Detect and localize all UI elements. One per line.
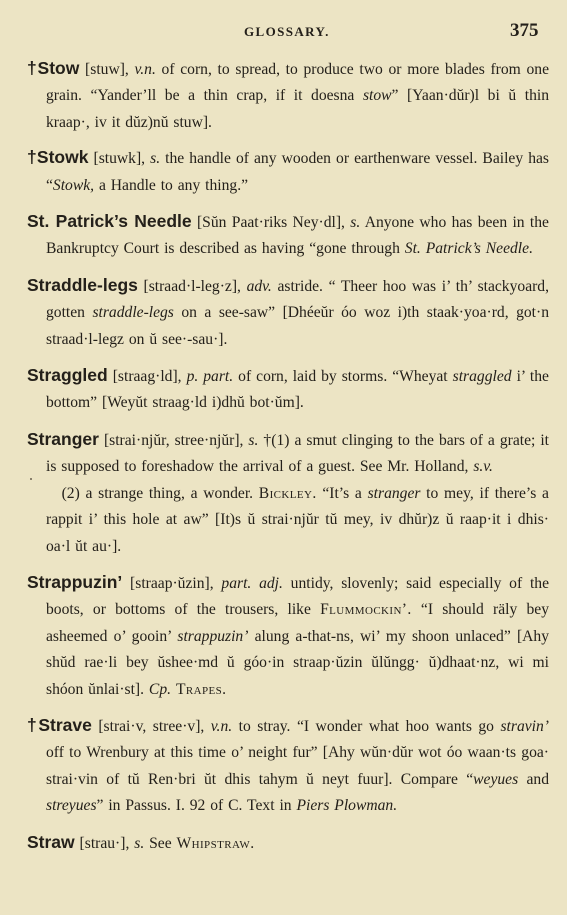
entry-definition: Anyone who has been in the Bankruptcy Court is described as having “gone through	[46, 214, 549, 258]
entry-quoted-word: stravin’	[500, 717, 549, 735]
entry-compare-abbrev: Cp.	[148, 680, 172, 698]
entry-pronunciation: [strai·v, stree·v],	[91, 717, 211, 735]
entry-quoted-word: St. Patrick’s Needle.	[404, 240, 533, 258]
entry-definition-cont: i’ the bottom” [Weyŭt straag·ld i)dhŭ bot·ŭm].	[46, 368, 549, 412]
entry-definition-cont-2: alung a-that-ns, wi’ my shoon unlaced” [Ahy shŭd rae·li bey ŭshee·md ŭ góo·in straap·ŭzin ŭlŭngg· ŭ)dhaat·nz, wi mi shóon ŭnlai·st].	[46, 627, 549, 698]
entry-part-of-speech: v.n.	[134, 61, 156, 78]
entry-headword: Stowk	[36, 147, 89, 168]
entry-quoted-word-2: weyues	[473, 770, 519, 788]
entry-mark: †	[27, 58, 38, 78]
page-number: 375	[510, 20, 539, 41]
sense-author: Bickley.	[258, 484, 317, 502]
entry-pronunciation: [strau·],	[74, 834, 135, 852]
entry-pronunciation: [straag·ld],	[107, 368, 187, 386]
page-header	[0, 20, 567, 42]
entry-definition-cont: “I should räly bey asheemed o’ gooin’	[46, 601, 549, 645]
entry-definition-cont: a Handle to any thing.”	[94, 176, 249, 194]
entry-definition: to stray. “I wonder what hoo wants go	[232, 717, 501, 735]
glossary-entry-strave	[27, 712, 549, 820]
entry-part-of-speech: v.n.	[210, 717, 233, 735]
entry-quoted-word: stow	[362, 87, 392, 105]
entry-quoted-word: Stowk,	[52, 176, 95, 194]
entry-headword: Strappuzin’	[27, 571, 123, 592]
entry-definition: See	[144, 834, 177, 852]
glossary-entry-straddle-legs	[27, 272, 549, 353]
entry-quoted-word: straddle-legs	[92, 304, 174, 322]
entry-pronunciation: [straad·l-leg·z],	[137, 277, 247, 295]
entry-part-of-speech: s.	[150, 150, 161, 168]
glossary-entry-stranger	[27, 426, 549, 560]
entry-quoted-word: s.v.	[473, 458, 493, 476]
entry-mark: †	[27, 714, 39, 735]
entry-definition-cont: ” [Yaan·dŭr)l bi ŭ thin kraap·, iv it dŭz)nŭ stuw].	[46, 87, 549, 131]
glossary-entry-stow	[27, 55, 549, 136]
entry-definition-cont: off to Wrenbury at this time o’ neight fur” [Ahy wŭn·dŭr wot óo waan·ts goa· strai·vin of tŭ Ren·bri ŭt dhis tahym ŭ neyt fuur]. Compare “	[46, 744, 549, 788]
glossary-entry-straw	[27, 829, 549, 857]
sense-text: “It’s a	[316, 484, 368, 502]
entry-part-of-speech: adv.	[246, 277, 272, 295]
entry-cross-reference: Whipstraw.	[176, 834, 255, 852]
entry-pronunciation: [straap·ŭzin],	[122, 574, 222, 592]
sense-quoted-word: stranger	[367, 484, 421, 502]
entry-quoted-word: strappuzin’	[177, 627, 249, 645]
entry-definition-cont-3: ” in Passus. I. 92 of C. Text in	[96, 797, 297, 815]
glossary-entries	[27, 55, 549, 857]
entry-pronunciation: [stuw],	[79, 61, 135, 78]
glossary-entry-st-patricks-needle	[27, 208, 549, 263]
entry-definition: of corn, to spread, to produce two or more blades from one grain. “Yander’ll be a thin crap, if it doesna	[46, 61, 549, 105]
entry-headword: Strave	[38, 714, 92, 735]
entry-part-of-speech: p. part.	[186, 368, 234, 386]
entry-definition: the handle of any wooden or earthenware vessel. Bailey has “	[46, 150, 549, 194]
entry-headword: Straddle-legs	[27, 274, 138, 295]
sense-text-cont: to mey, if there’s a rappit i’ this hole at aw” [It)s ŭ strai·njŭr tŭ mey, iv dhŭr)z ŭ raap·it i dhis· oa·l ŭt au·].	[46, 484, 549, 555]
entry-quoted-title: Piers Plowman.	[296, 797, 398, 815]
entry-sense-2	[46, 485, 549, 555]
running-title: GLOSSARY.	[244, 24, 330, 39]
entry-headword: Straw	[27, 831, 75, 852]
entry-headword: Stranger	[27, 428, 99, 449]
entry-headword: Stow	[37, 58, 80, 78]
entry-part-of-speech: s.	[350, 214, 361, 232]
entry-quoted-word: straggled	[452, 368, 512, 386]
glossary-entry-strappuzin	[27, 569, 549, 703]
sense-definition: (2) a strange thing, a wonder.	[61, 484, 259, 502]
entry-pronunciation: [Sŭn Paat·riks Ney·dl],	[191, 214, 351, 232]
entry-quoted-word-3: streyues	[46, 797, 97, 815]
entry-headword: St. Patrick’s Needle	[27, 211, 192, 232]
entry-definition-cont: on a see-saw” [Dhéeŭr óo woz i)th staak·yoa·rd, got·n straad·l-legz on ŭ see·-sau·].	[46, 304, 549, 348]
glossary-entry-stowk	[27, 144, 549, 199]
entry-definition: of corn, laid by storms. “Wheyat	[233, 368, 453, 386]
entry-definition: †(1) a smut clinging to the bars of a grate; it is supposed to foreshadow the arrival of a guest. See Mr. Holland,	[46, 431, 549, 476]
entry-mark: †	[27, 147, 37, 168]
entry-cross-reference: Flummockin’.	[320, 601, 412, 619]
entry-pronunciation: [strai·njŭr, stree·njŭr],	[98, 431, 249, 449]
glossary-entry-straggled	[27, 362, 549, 417]
entry-definition: astride. “ Theer hoo was i’ th’ stackyoard, gotten	[46, 277, 550, 322]
entry-part-of-speech: part. adj.	[221, 574, 283, 592]
entry-part-of-speech: s.	[248, 431, 259, 449]
entry-definition-cont-2: and	[518, 770, 549, 788]
entry-definition: untidy, slovenly; said especially of the boots, or bottoms of the trousers, like	[46, 574, 549, 619]
entry-headword: Straggled	[27, 365, 108, 386]
entry-cross-reference-2: Trapes.	[175, 680, 227, 698]
entry-pronunciation: [stuwk],	[88, 150, 151, 168]
print-speck	[30, 478, 32, 480]
entry-part-of-speech: s.	[134, 834, 145, 852]
